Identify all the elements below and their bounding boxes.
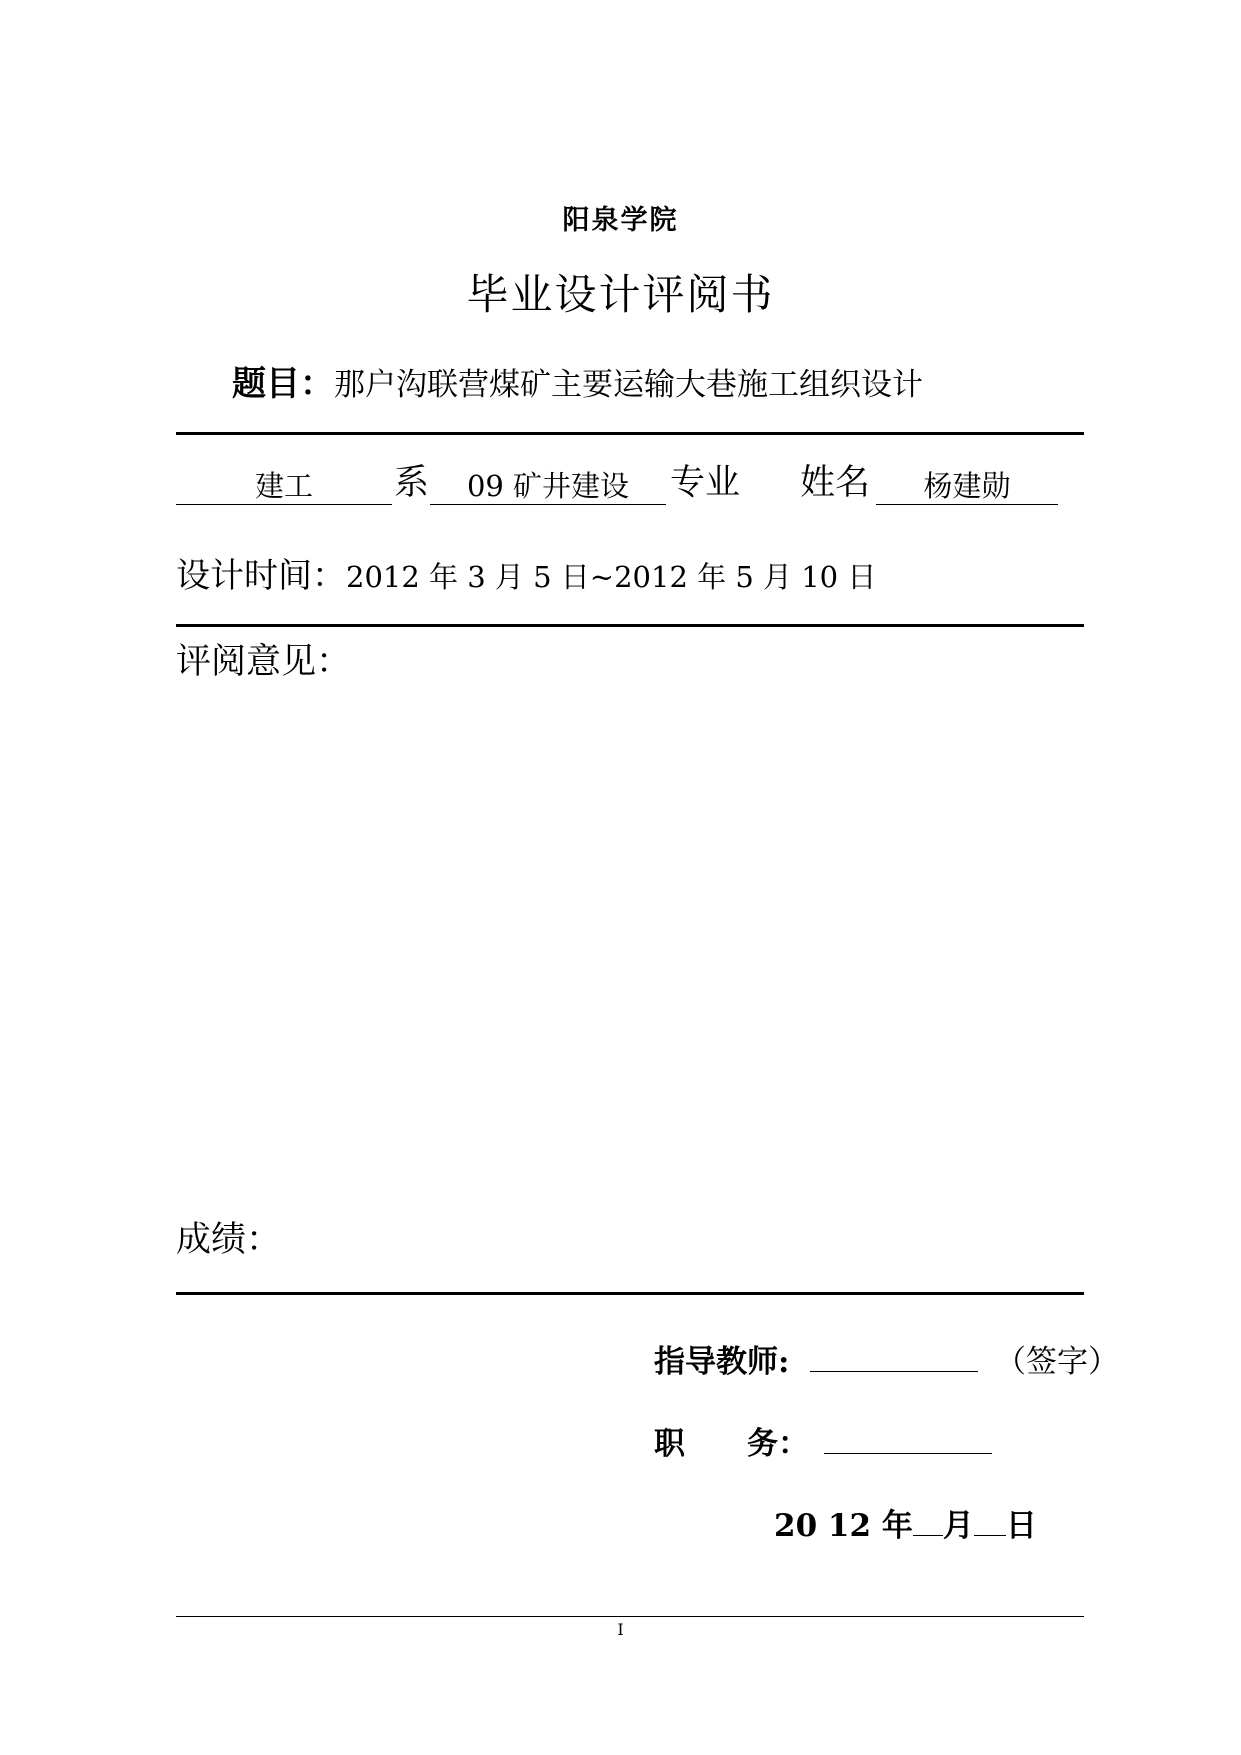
design-time-value: 2012 年 3 月 5 日~2012 年 5 月 10 日: [346, 560, 877, 594]
advisor-label: 指导教师:: [654, 1344, 790, 1380]
department-label: 系: [394, 463, 430, 503]
major-label: 专业: [670, 463, 741, 503]
topic-value: 那户沟联营煤矿主要运输大巷施工组织设计: [334, 367, 923, 403]
position-label: 职 务：: [654, 1426, 809, 1462]
name-label: 姓名: [800, 463, 871, 503]
design-time-label: 设计时间：: [176, 556, 346, 596]
divider-middle: [176, 624, 1084, 627]
date-day-field[interactable]: [974, 1507, 1006, 1536]
topic-label: 题目：: [232, 364, 334, 404]
date-month-field[interactable]: [913, 1507, 943, 1536]
document-title: 毕业设计评阅书: [466, 270, 775, 319]
position-field[interactable]: [824, 1425, 992, 1454]
design-time-line: [176, 548, 876, 597]
grade-label: 成绩：: [176, 1220, 282, 1260]
advisor-signature-row: [654, 1336, 1119, 1381]
review-label: 评阅意见：: [176, 642, 352, 682]
advisor-sign-suffix: （签字）: [995, 1344, 1120, 1380]
topic-line: [232, 356, 923, 405]
advisor-signature-field[interactable]: [810, 1343, 978, 1372]
page-number: I: [617, 1620, 624, 1639]
department-field: 建工: [176, 462, 392, 505]
date-month-label: 月: [942, 1508, 974, 1544]
name-field: 杨建勋: [876, 462, 1058, 505]
position-row: [654, 1418, 992, 1463]
footer-divider: [176, 1616, 1084, 1617]
date-row: [774, 1500, 1037, 1545]
major-field: 09 矿井建设: [430, 462, 666, 505]
school-name: 阳泉学院: [562, 205, 679, 236]
date-year: 20 12 年: [774, 1508, 913, 1544]
date-day-label: 日: [1005, 1508, 1037, 1544]
divider-bottom: [176, 1292, 1084, 1295]
divider-top: [176, 432, 1084, 435]
